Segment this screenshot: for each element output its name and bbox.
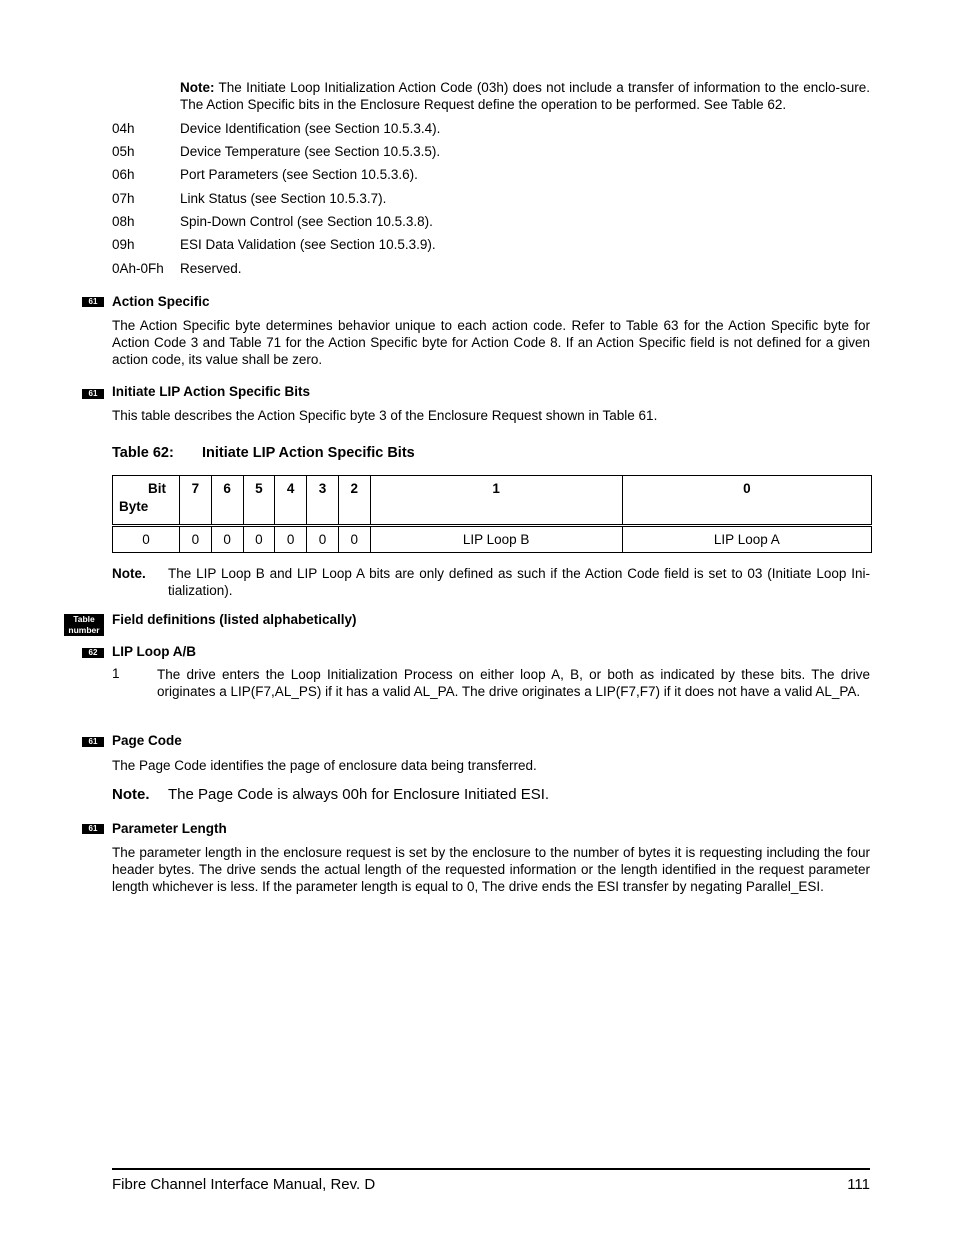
bit-cell: LIP Loop A [622, 526, 871, 553]
section-heading: Initiate LIP Action Specific Bits [112, 384, 311, 399]
bit-header: 6 [211, 476, 243, 526]
bit-cell: 0 [243, 526, 275, 553]
bit-cell: 0 [307, 526, 339, 553]
action-code: 09h [112, 237, 135, 252]
table-header-row [113, 476, 872, 526]
note-text: The LIP Loop B and LIP Loop A bits are only defined as such if the Action Code field is set to 03 (Initiate Loop Ini-tialization). [168, 566, 870, 598]
table-row [113, 526, 872, 553]
page-number: 111 [847, 1176, 870, 1193]
action-code: 0Ah-0Fh [112, 261, 164, 276]
note-label: Note. [112, 786, 150, 803]
action-code-desc: Spin-Down Control (see Section 10.5.3.8). [180, 214, 433, 229]
note-text: The Page Code is always 00h for Enclosure Initiated ESI. [168, 786, 550, 803]
top-note [180, 79, 870, 113]
table-number: Table 62: [112, 445, 174, 461]
section-heading: Field definitions (listed alphabetically) [112, 612, 357, 627]
action-code-desc: Reserved. [180, 261, 242, 276]
section-heading: Page Code [112, 733, 182, 748]
tag-line: number [68, 625, 100, 635]
section-paragraph: The Action Specific byte determines behavior unique to each action code. Refer to Table 63 for the Action Specific byte for Action Code 3 and Table 71 for the Action Specific byte for Action Code 8. If an Action Specific field is not defined for a given action code, its value shall be zero. [112, 318, 870, 367]
tag-line: Table [73, 614, 95, 624]
list-item-text: The drive enters the Loop Initialization Process on either loop A, B, or both as indicated by these bits. The drive originates a LIP(F7,AL_PS) if it has a valid AL_PA. The drive originates a LIP(F7,F7) if it does not have a valid AL_PA. [157, 667, 870, 699]
note-text: The Initiate Loop Initialization Action Code (03h) does not include a transfer of information to the enclo-sure. The Action Specific bits in the Enclosure Request define the operation to be performed. See Table 62. [180, 80, 870, 112]
bit-header: 0 [622, 476, 871, 526]
bits-table [112, 475, 872, 553]
action-code: 05h [112, 144, 135, 159]
section-heading: LIP Loop A/B [112, 644, 196, 659]
list-item-number: 1 [112, 666, 120, 681]
corner-byte-label: Byte [119, 499, 149, 514]
table-number-tag [64, 614, 104, 636]
bit-cell: 0 [338, 526, 370, 553]
section-heading: Parameter Length [112, 821, 227, 836]
bit-cell: 0 [275, 526, 307, 553]
action-code: 06h [112, 167, 135, 182]
table-ref-tag: 61 [82, 737, 104, 747]
table-title: Initiate LIP Action Specific Bits [202, 445, 415, 461]
note-label: Note: [180, 80, 215, 95]
bit-header: 2 [338, 476, 370, 526]
section-paragraph: The parameter length in the enclosure request is set by the enclosure to the number of bytes it is requesting including the four header bytes. The drive sends the actual length of the requested information or the length identified in the request parameter length whichever is less. If the parameter length is equal to 0, The drive ends the ESI transfer by negating Parallel_ESI. [112, 845, 870, 894]
bit-cell: LIP Loop B [370, 526, 622, 553]
bit-header: 1 [370, 476, 622, 526]
action-code-desc: Port Parameters (see Section 10.5.3.6). [180, 167, 418, 182]
action-code-desc: Link Status (see Section 10.5.3.7). [180, 191, 387, 206]
bit-header: 4 [275, 476, 307, 526]
bit-header: 5 [243, 476, 275, 526]
corner-header [113, 476, 180, 526]
table-ref-tag: 61 [82, 824, 104, 834]
corner-bit-label: Bit [148, 481, 166, 496]
table-ref-tag: 62 [82, 648, 104, 658]
note-label: Note. [112, 566, 146, 581]
action-code: 07h [112, 191, 135, 206]
footer-rule [112, 1168, 870, 1170]
bit-cell: 0 [180, 526, 212, 553]
bit-header: 3 [307, 476, 339, 526]
section-heading: Action Specific [112, 294, 210, 309]
action-code-desc: Device Temperature (see Section 10.5.3.5). [180, 144, 441, 159]
section-paragraph: This table describes the Action Specific byte 3 of the Enclosure Request shown in Table 61. [112, 408, 658, 423]
action-code-desc: Device Identification (see Section 10.5.3.4). [180, 121, 441, 136]
action-code: 04h [112, 121, 135, 136]
section-paragraph: The Page Code identifies the page of enclosure data being transferred. [112, 758, 537, 773]
table-caption [112, 445, 415, 461]
footer-title: Fibre Channel Interface Manual, Rev. D [112, 1176, 376, 1193]
action-code-desc: ESI Data Validation (see Section 10.5.3.9). [180, 237, 436, 252]
bit-cell: 0 [211, 526, 243, 553]
bit-header: 7 [180, 476, 212, 526]
table-ref-tag: 61 [82, 297, 104, 307]
action-code: 08h [112, 214, 135, 229]
byte-cell: 0 [113, 526, 180, 553]
table-ref-tag: 61 [82, 389, 104, 399]
